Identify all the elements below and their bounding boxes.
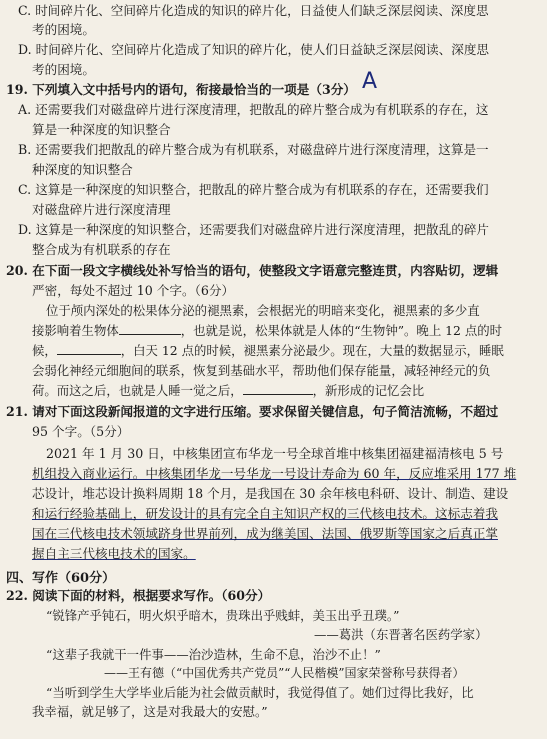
q21-passage-line6: 握自主三代核电技术的国家。	[32, 546, 196, 561]
q20-passage-line4: 会弱化神经元细胞间的联系，恢复到基础水平，帮助他们保存能量，减轻神经元的负	[32, 363, 491, 378]
handwritten-answer: A	[362, 69, 378, 94]
q21-passage-line2: 机组投入商业运行。中核集团华龙一号华龙一号设计寿命为 60 年，反应堆采用 177 堆	[32, 466, 517, 481]
q19-stem: 19. 下列填入文中括号内的语句，衔接最恰当的一项是（3分）	[6, 82, 356, 97]
q21-stem-line1: 21. 请对下面这段新闻报道的文字进行压缩。要求保留关键信息，句子简洁流畅，不超过	[6, 404, 499, 419]
q19-option-b-line1: B. 还需要我们把散乱的碎片整合成为有机联系，对磁盘碎片进行深度清理，这算是一	[18, 142, 489, 157]
q20-passage-line5: 荷。而这之后，也就是人睡一觉之后， ，新形成的记忆会比	[32, 383, 425, 398]
quote-zhangguimei-line2: 我幸福，就足够了，这是对我最大的安慰。”	[32, 704, 268, 719]
q18-option-c-line2: 考的困境。	[32, 22, 95, 37]
q18-option-d-line1: D. 时间碎片化、空间碎片化造成了知识的碎片化，使人们日益缺乏深层阅读、深度思	[18, 42, 490, 57]
quote-zhangguimei-line1: “当听到学生大学毕业后能为社会做贡献时，我觉得值了。她们过得比我好，比	[46, 685, 474, 700]
q18-option-c-line1: C. 时间碎片化、空间碎片化造成的知识的碎片化，日益使人们缺乏深层阅读、深度思	[18, 3, 489, 18]
q21-stem-line2: 95 个字。（5分）	[32, 424, 130, 439]
q19-option-d-line1: D. 这算是一种深度的知识整合，还需要我们对磁盘碎片进行深度清理，把散乱的碎片	[18, 222, 490, 237]
section-writing-heading: 四、写作（60分）	[6, 571, 116, 586]
q19-option-d-line2: 整合成为有机联系的存在	[32, 242, 171, 257]
quote-wangyoude: “这辈子我就干一件事——治沙造林，生命不息，治沙不止！”	[46, 647, 381, 662]
q19-option-a-line1: A. 还需要我们对磁盘碎片进行深度清理，把散乱的碎片整合成为有机联系的存在，这	[18, 102, 489, 117]
source-wangyoude: ——王有德（“中国优秀共产党员”“人民楷模”国家荣誉称号获得者）	[104, 666, 465, 680]
q20-passage-line3: 候， ，白天 12 点的时候，褪黑素分泌最少。现在，大量的数据显示，睡眠	[32, 343, 504, 358]
q20-passage-line2: 接影响着生物体 ，也就是说，松果体就是人体的“生物钟”。晚上 12 点的时	[32, 323, 503, 338]
q21-passage-line1: 2021 年 1 月 30 日，中核集团宣布华龙一号全球首堆中核集团福建福清核电 5 号	[46, 446, 504, 461]
q19-option-c-line2: 对磁盘碎片进行深度清理	[32, 202, 171, 217]
q21-passage-line5: 国在三代核电技术领域跻身世界前列，成为继美国、法国、俄罗斯等国家之后真正掌	[32, 526, 498, 541]
quote-gehong: “锐锋产乎钝石，明火炽乎暗木，贵珠出乎贱蚌，美玉出乎丑璞。”	[46, 608, 400, 623]
q21-passage-line4: 和运行经验基础上，研发设计的具有完全自主知识产权的三代核电技术。这标志着我	[32, 506, 498, 521]
source-gehong: ——葛洪（东晋著名医药学家）	[314, 627, 488, 642]
q19-option-b-line2: 种深度的知识整合	[32, 162, 133, 177]
q18-option-d-line2: 考的困境。	[32, 62, 95, 77]
q19-option-a-line2: 算是一种深度的知识整合	[32, 122, 171, 137]
q20-passage-line1: 位于颅内深处的松果体分泌的褪黑素，会根据光的明暗来变化，褪黑素的多少直	[46, 303, 480, 318]
q20-stem-line2: 严密，每处不超过 10 个字。（6分）	[32, 283, 235, 298]
q22-stem: 22. 阅读下面的材料，根据要求写作。（60分）	[6, 588, 271, 603]
q20-stem-line1: 20. 在下面一段文字横线处补写恰当的语句，使整段文字语意完整连贯，内容贴切，逻辑	[6, 263, 499, 278]
q21-passage-line3: 芯设计，堆芯设计换料周期 18 个月，是我国在 30 余年核电科研、设计、制造、建设	[32, 486, 509, 501]
q19-option-c-line1: C. 这算是一种深度的知识整合，把散乱的碎片整合成为有机联系的存在，还需要我们	[18, 182, 489, 197]
